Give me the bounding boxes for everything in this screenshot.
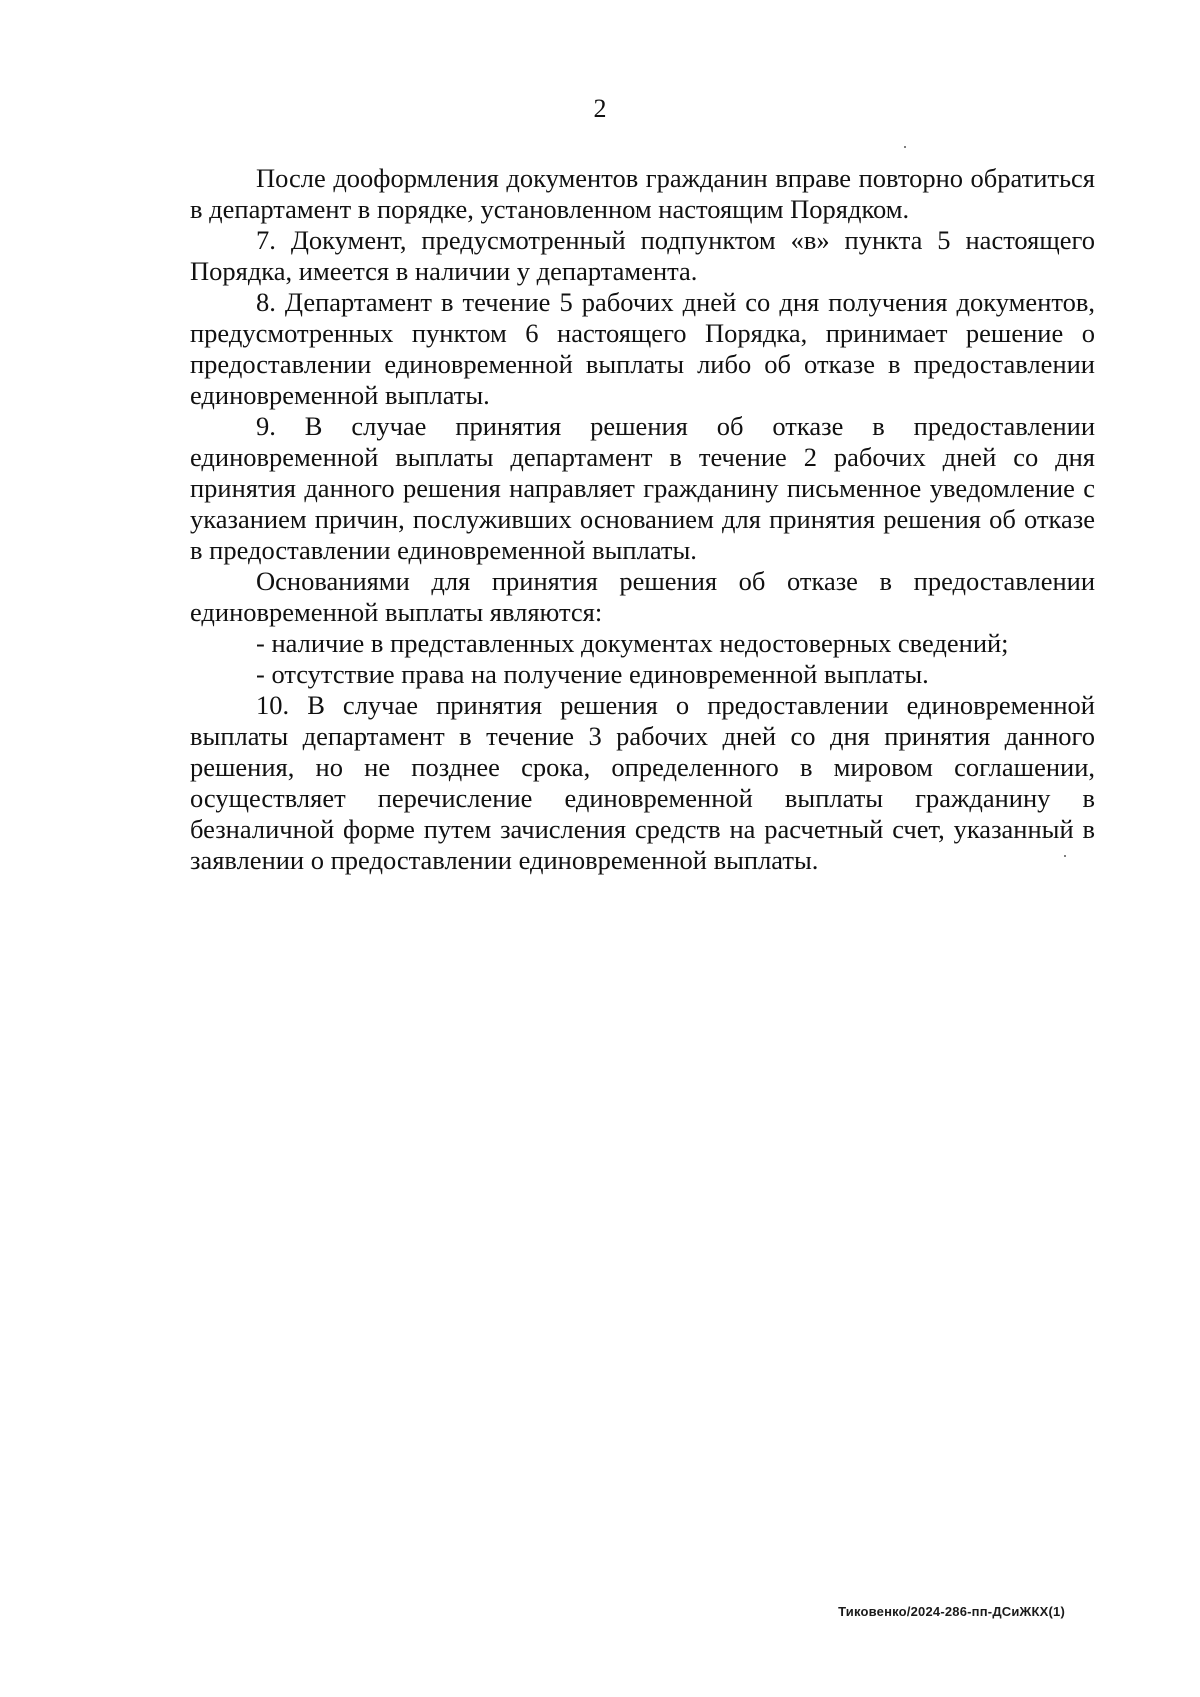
list-item-unreliable-info: - наличие в представленных документах недостоверных сведений; [256, 628, 1009, 658]
paragraph-9: 9. В случае принятия решения об отказе в предоставлении единовременной выплаты департамент в течение 2 рабочих дней со дня принятия данного решения направляет гражданину письменное уведомление с указанием причин, послуживших основанием для принятия решения об отказе в предоставлении единовременной выплаты. [190, 411, 1095, 565]
paragraph-7: 7. Документ, предусмотренный подпунктом «в» пункта 5 настоящего Порядка, имеется в наличии у департамента. [190, 225, 1095, 286]
page-number: 2 [593, 94, 607, 123]
list-item-no-right: - отсутствие права на получение единовременной выплаты. [256, 659, 929, 689]
paragraph-refusal-grounds: Основаниями для принятия решения об отказе в предоставлении единовременной выплаты являются: [190, 566, 1095, 627]
footer-document-reference: Тиковенко/2024-286-пп-ДСиЖКХ(1) [838, 1604, 1065, 1619]
paragraph-10: 10. В случае принятия решения о предоставлении единовременной выплаты департамент в течение 3 рабочих дней со дня принятия данного решения, но не позднее срока, определенного в мировом соглашении, осуществляет перечисление единовременной выплаты гражданину в безналичной форме путем зачисления средств на расчетный счет, указанный в заявлении о предоставлении единовременной выплаты. [190, 690, 1095, 875]
paragraph-8: 8. Департамент в течение 5 рабочих дней со дня получения документов, предусмотренных пунктом 6 настоящего Порядка, принимает решение о предоставлении единовременной выплаты либо об отказе в предоставлении единовременной выплаты. [190, 287, 1095, 410]
paragraph-resubmission: После дооформления документов гражданин вправе повторно обратиться в департамент в порядке, установленном настоящим Порядком. [190, 163, 1095, 224]
scan-speck [904, 146, 906, 148]
document-body [190, 163, 1095, 876]
